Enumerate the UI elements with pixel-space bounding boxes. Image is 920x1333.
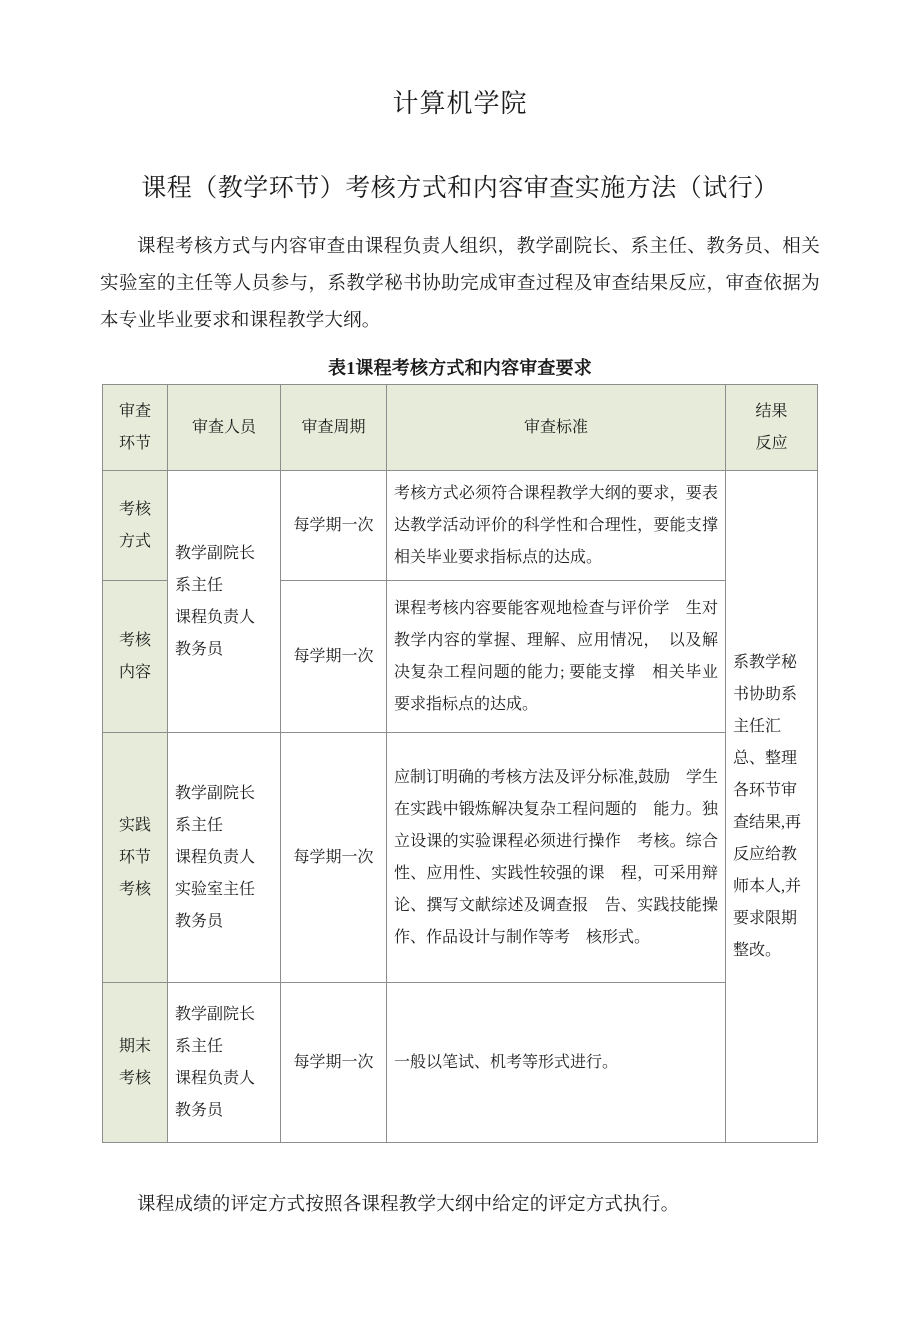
cell-stage-line1: 实践 [118,816,151,834]
cell-standard: 课程考核内容要能客观地检查与评价学 生对教学内容的掌握、理解、应用情况， 以及解决复杂工程问题的能力; 要能支撑 相关毕业要求指标点的达成。 [387,581,726,733]
table-row [103,983,818,1143]
people-line: 课程负责人 [175,608,256,626]
cell-people [168,733,281,983]
people-line: 系主任 [175,816,224,834]
cell-stage [103,983,168,1143]
cell-stage-line1: 考核 [118,631,151,649]
intro-paragraph: 课程考核方式与内容审查由课程负责人组织，教学副院长、系主任、教务员、相关实验室的主任等人员参与，系教学秘书协助完成审查过程及审查结果反应，审查依据为本专业毕业要求和课程教学大纲。 [100,237,820,331]
table-header [103,385,818,471]
people-line: 系主任 [175,576,224,594]
cell-stage-line3: 考核 [118,880,151,898]
table-row [103,733,818,983]
cell-cycle: 每学期一次 [281,471,387,581]
column-header-result-line1: 结果 [755,402,788,420]
cell-stage-line2: 内容 [118,663,151,681]
column-header-result [726,385,818,471]
cell-stage-line1: 考核 [118,500,151,518]
people-line: 实验室主任 [175,880,256,898]
cell-standard: 应制订明确的考核方法及评分标准,鼓励 学生在实践中锻炼解决复杂工程问题的 能力。独立设课的实验课程必须进行操作 考核。综合性、应用性、实践性较强的课 程，可采用辩论、撰写文献综述及调查报 告、实践技能操作、作品设计与制作等考 核形式。 [387,733,726,983]
cell-stage [103,733,168,983]
people-line: 课程负责人 [175,1069,256,1087]
people-line: 教务员 [175,640,224,658]
closing-paragraph: 课程成绩的评定方式按照各课程教学大纲中给定的评定方式执行。 [137,1195,680,1215]
people-line: 教学副院长 [175,544,256,562]
people-line: 教学副院长 [175,1005,256,1023]
people-line: 课程负责人 [175,848,256,866]
cell-stage-line2: 考核 [118,1069,151,1087]
cell-result-merged: 系教学秘书协助系主任汇总、整理各环节审查结果,再反应给教师本人,并要求限期整改。 [726,471,818,1143]
table-body [103,471,818,1143]
page-title: 计算机学院 [392,89,528,118]
table-header-row [103,385,818,471]
cell-standard: 一般以笔试、机考等形式进行。 [387,983,726,1143]
column-header-cycle: 审查周期 [281,385,387,471]
people-line: 教务员 [175,912,224,930]
cell-people-merged [168,471,281,733]
column-header-stage-line1: 审查 [118,402,151,420]
cell-stage-line1: 期末 [118,1037,151,1055]
cell-cycle: 每学期一次 [281,581,387,733]
column-header-stage-line2: 环节 [118,434,151,452]
cell-cycle: 每学期一次 [281,983,387,1143]
people-line: 系主任 [175,1037,224,1055]
cell-stage [103,471,168,581]
cell-stage-line2: 环节 [118,848,151,866]
column-header-standard: 审查标准 [387,385,726,471]
document-subtitle: 课程（教学环节）考核方式和内容审查实施方法（试行） [141,174,779,202]
people-line: 教务员 [175,1101,224,1119]
cell-stage [103,581,168,733]
column-header-stage [103,385,168,471]
column-header-people: 审查人员 [168,385,281,471]
cell-stage-line2: 方式 [118,532,151,550]
cell-standard: 考核方式必须符合课程教学大纲的要求，要表达教学活动评价的科学性和合理性，要能支撑相关毕业要求指标点的达成。 [387,471,726,581]
cell-cycle: 每学期一次 [281,733,387,983]
table-row [103,471,818,581]
cell-people [168,983,281,1143]
people-line: 教学副院长 [175,784,256,802]
review-requirements-table [102,384,818,1143]
column-header-result-line2: 反应 [755,434,788,452]
table-caption: 表1课程考核方式和内容审查要求 [328,358,592,378]
